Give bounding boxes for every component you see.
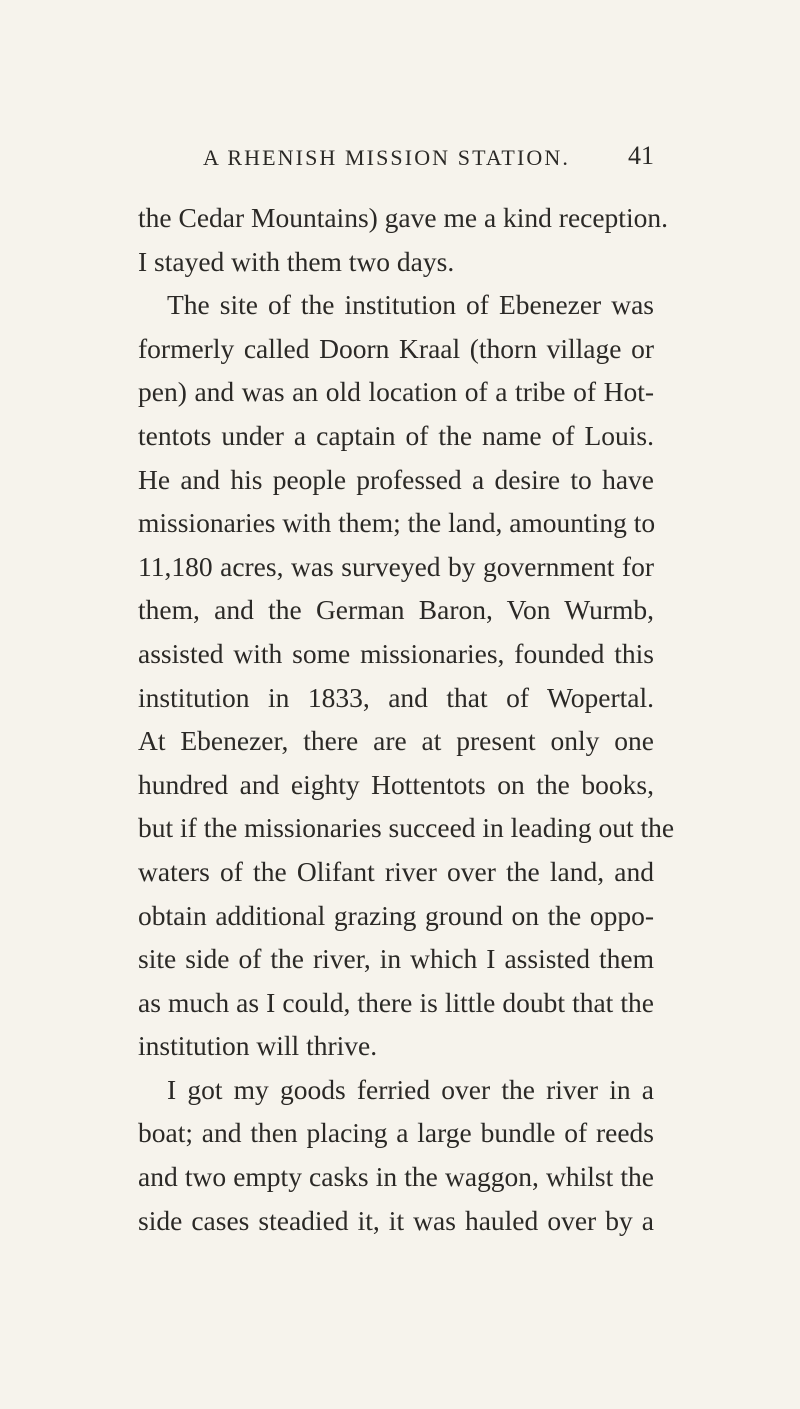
text-line: boat; and then placing a large bundle of reeds [138,1117,654,1149]
text-line: but if the missionaries succeed in leading out the [138,812,675,844]
text-line: waters of the Olifant river over the land, and [138,855,654,887]
running-title: A RHENISH MISSION STATION. [203,145,570,170]
text-line: At Ebenezer, there are at present only one [138,725,654,757]
text-line: institution will thrive. [138,1030,378,1062]
text-line: 11,180 acres, was surveyed by government for [138,550,654,582]
text-line: I stayed with them two days. [138,245,455,277]
text-line: formerly called Doorn Kraal (thorn village or [138,332,654,364]
text-line: side cases steadied it, it was hauled over by a [138,1204,654,1236]
text-line: site side of the river, in which I assisted them [138,943,654,975]
text-line: The site of the institution of Ebenezer was [167,289,654,321]
text-line: He and his people professed a desire to have [138,463,654,495]
text-line: pen) and was an old location of a tribe of Hot- [138,376,654,408]
text-line: and two empty casks in the waggon, whilst the [138,1161,654,1193]
running-head [0,141,800,185]
text-line: missionaries with them; the land, amounting to [138,507,656,539]
text-line: hundred and eighty Hottentots on the books, [138,768,654,800]
text-line: as much as I could, there is little doubt that the [138,986,654,1018]
text-line: institution in 1833, and that of Wopertal. [138,681,654,713]
text-line: I got my goods ferried over the river in a [167,1073,654,1105]
text-line: tentots under a captain of the name of Louis. [138,419,654,451]
text-line: obtain additional grazing ground on the oppo- [138,899,654,931]
body-text [138,196,675,1242]
text-line: them, and the German Baron, Von Wurmb, [138,594,654,626]
page-number: 41 [628,141,654,170]
text-line: the Cedar Mountains) gave me a kind reception. [138,202,668,233]
text-line: assisted with some missionaries, founded this [138,637,654,669]
